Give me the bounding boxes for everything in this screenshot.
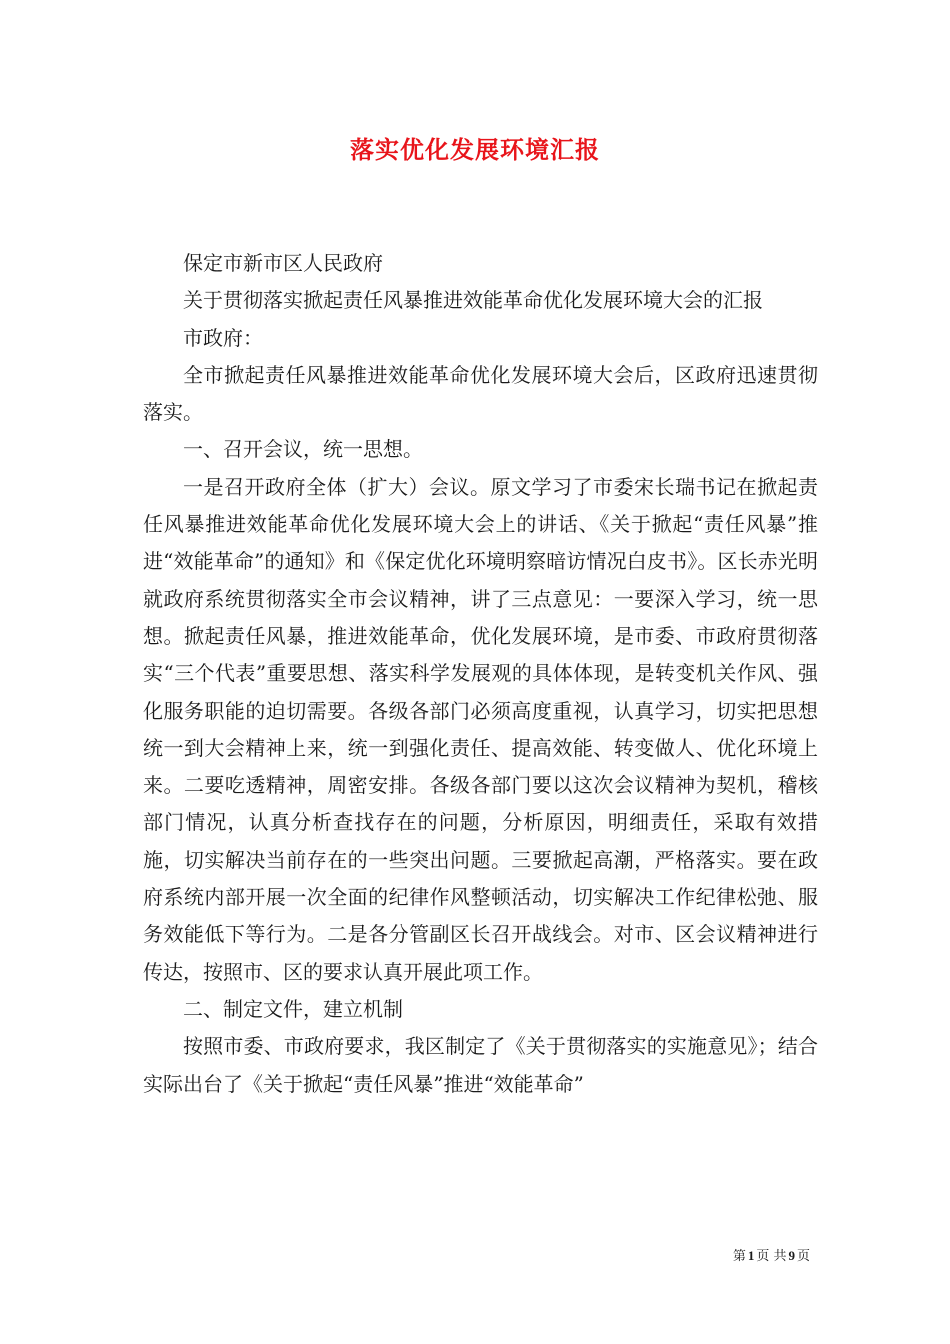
paragraph-subject: 关于贯彻落实掀起责任风暴推进效能革命优化发展环境大会的汇报 (183, 288, 763, 313)
page-number-footer (660, 1245, 810, 1264)
footer-total-pages: 9 (788, 1248, 795, 1263)
paragraph-salutation: 市政府： (183, 325, 263, 350)
paragraph-section-1-body: 一是召开政府全体（扩大）会议。原文学习了市委宋长瑞书记在掀起责任风暴推进效能革命优化发展环境大会上的讲话、《关于掀起“责任风暴”推进“效能革命”的通知》和《保定优化环境明察暗访情况白皮书》。区长赤光明就政府系统贯彻落实全市会议精神，讲了三点意见：一要深入学习，统一思想。掀起责任风暴，推进效能革命，优化发展环境，是市委、市政府贯彻落实“三个代表”重要思想、落实科学发展观的具体体现，是转变机关作风、强化服务职能的迫切需要。各级各部门必须高度重视，认真学习，切实把思想统一到大会精神上来，统一到强化责任、提高效能、转变做人、优化环境上来。二要吃透精神，周密安排。各级各部门要以这次会议精神为契机，稽核部门情况，认真分析查找存在的问题，分析原因，明细责任，采取有效措施，切实解决当前存在的一些突出问题。三要掀起高潮，严格落实。要在政府系统内部开展一次全面的纪律作风整顿活动，切实解决工作纪律松弛、服务效能低下等行为。二是各分管副区长召开战线会。对市、区会议精神进行传达，按照市、区的要求认真开展此项工作。 (143, 474, 818, 984)
paragraph-heading-1: 一、召开会议，统一思想。 (183, 437, 423, 462)
document-title: 落实优化发展环境汇报 (350, 135, 600, 164)
footer-suffix: 页 (796, 1249, 810, 1264)
paragraph-section-2-body: 按照市委、市政府要求，我区制定了《关于贯彻落实的实施意见》；结合实际出台了《关于掀起“责任风暴”推进“效能革命” (143, 1034, 818, 1096)
paragraph-issuer: 保定市新市区人民政府 (183, 251, 383, 275)
paragraph-intro: 全市掀起责任风暴推进效能革命优化发展环境大会后，区政府迅速贯彻落实。 (143, 362, 818, 425)
footer-prefix: 第 (732, 1249, 746, 1264)
paragraph-heading-2: 二、制定文件，建立机制 (183, 996, 403, 1021)
footer-current-page: 1 (747, 1248, 755, 1263)
footer-middle: 页 共 (756, 1249, 787, 1264)
document-body (143, 245, 818, 1103)
